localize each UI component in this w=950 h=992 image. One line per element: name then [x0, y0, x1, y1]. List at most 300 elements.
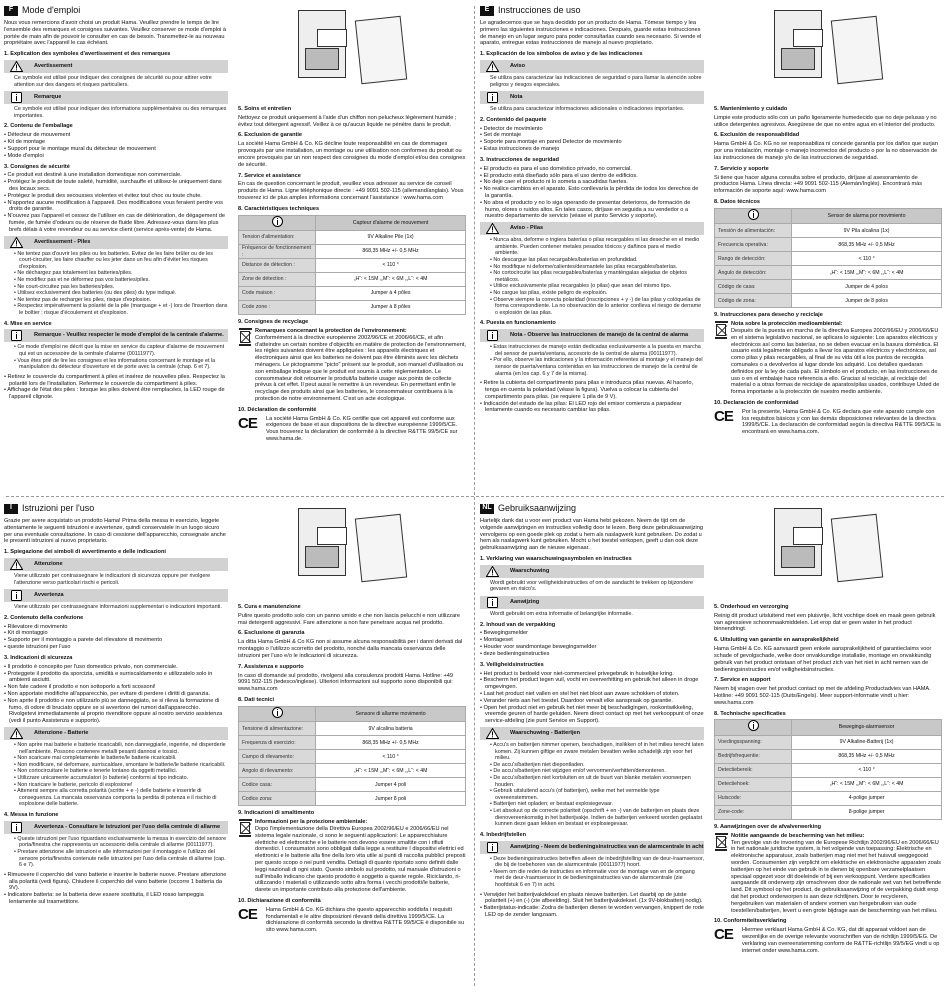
- conformity-text: Por la presente, Hama GmbH & Co. KG declara que este aparato cumple con los requisitos básicos y con las demás disposiciones relevantes de la directiva 1999/5/CE. La declaración de conformidad según la directiva R&TTE 99/5/CE la encontrará en www.hama.com.: [742, 408, 941, 436]
- heading-specs: 8. Caractéristiques techniques: [238, 205, 320, 212]
- heading-service: 7. Service en support: [714, 677, 771, 684]
- heading-warranty: 6. Uitsluiting van garantie en aansprakelijkheid: [714, 637, 839, 644]
- language-badge: F: [4, 6, 18, 16]
- bullet: •: [480, 139, 484, 146]
- list-item-text: Indicación del estado de las pilas: El LED rojo del emisor comienza a parpadear lentamente cuando es necesario cambiar las pilas.: [483, 400, 682, 414]
- list-item-text: Kit di montaggio: [7, 630, 48, 637]
- bullet: •: [480, 400, 484, 407]
- safety-list: [4, 664, 228, 725]
- safety-list: [480, 166, 704, 221]
- service-text: Neem bij vragen over het product contact op met de afdeling Productadvies van HAMA. Hotline: +49 9091 502-115 (Duits/Engels). Meer support-informatie vindt u hier: www.hama.com: [714, 686, 931, 706]
- list-item: [490, 788, 704, 801]
- warning-box: [4, 558, 228, 571]
- bullet: •: [480, 891, 484, 898]
- list-item-text: Utilisez exclusivement des batteries (ou des piles) du type indiqué.: [17, 290, 177, 297]
- bullet: •: [4, 213, 8, 220]
- language-badge: E: [480, 6, 494, 16]
- disposal-block: [714, 321, 942, 396]
- list-item-text: Ne court-circuitez pas les batteries/piles.: [17, 283, 115, 290]
- spec-value: 9V alcalina batteria: [316, 722, 466, 736]
- spec-label: Codice zona:: [239, 792, 316, 806]
- specs-table-title: Sensore di allarme movimento: [316, 706, 466, 722]
- specs-table-header: [239, 706, 466, 722]
- disposal-block: [238, 819, 466, 894]
- intro-text: Hartelijk dank dat u voor een product van Hama hebt gekozen. Neem de tijd om de volgende aanwijzingen en instructies volledig door te lezen. Berg deze gebruiksaanwijzing vervolgens op een goede plek op zodat u hem als naslagwerk kunt gebruiken. Do zodat u hem als naslagwerk kunt gebruiken. Mocht u het toestel verkopen, geeft u dan ook deze gebruiksaanwijzing aan de nieuwe eigenaar.: [480, 518, 703, 552]
- spec-value: Jumper 8 poli: [316, 792, 466, 806]
- list-item: [14, 284, 228, 291]
- bullet: •: [490, 868, 494, 875]
- spec-value: 9V Alkaline-Batterij (1x): [792, 735, 942, 749]
- list-item: [490, 808, 704, 828]
- list-item: [490, 264, 704, 271]
- bullet: •: [480, 704, 484, 711]
- heading-package: 2. Inhoud van de verpakking: [480, 621, 556, 628]
- list-item-text: Neem om die reden de instructies en informatie voor de montage van en de omgang met de deur-/raamsensor in de bedieningsinstructies van de alarmcentrale (zie hoofdstuk 6 en 7) in acht.: [493, 868, 695, 888]
- spec-value: 4-polige jumper: [792, 791, 942, 805]
- heading-symbols: 1. Spiegazione dei simboli di avvertimento e delle indicazioni: [4, 549, 166, 556]
- note-box: [480, 91, 704, 104]
- specs-row: [239, 259, 466, 273]
- list-item: [14, 788, 228, 808]
- list-item: [480, 146, 704, 153]
- spec-value: Jumper de 8 polos: [792, 294, 942, 308]
- list-item-text: No realice cambios en el aparato. Esto conllevaría la pérdida de todos los derechos de la garantía.: [483, 186, 699, 199]
- specs-row: [715, 266, 942, 280]
- list-item-text: Non ricaricare le batterie, pericolo di esplosione!: [17, 781, 133, 788]
- list-item-text: Mode d'emploi: [7, 152, 44, 159]
- list-item: [490, 856, 704, 869]
- spec-value: < 110 °: [792, 763, 942, 777]
- list-item-text: Rilevatore di movimento: [7, 623, 68, 630]
- intro-text: Nous vous remercions d'avoir choisi un produit Hama. Veuillez prendre le temps de lire l'ensemble des remarques et consignes suivantes. Veuillez conserver ce mode d'emploi à portée de main afin de pouvoir le consulter en cas de besoin. Transmettez-le au nouveau propriétaire avec l'appareil le cas échéant.: [4, 20, 226, 47]
- list-item-text: Houder voor wandmontage bewegingsmelder: [483, 644, 597, 651]
- specs-row: [715, 749, 942, 763]
- specs-row: [715, 763, 942, 777]
- list-item-text: Retirez le couvercle du compartiment à piles et insérez de nouvelles piles. Respectez la polarité lors de l'installation. Refermez le couvercle du compartiment à piles.: [7, 373, 225, 387]
- section-header: [480, 5, 704, 16]
- section-header: [480, 503, 704, 514]
- battery-compartment: [317, 29, 347, 47]
- bullet: •: [4, 145, 8, 152]
- bullet: •: [14, 775, 18, 781]
- spec-label: Detectiehoek:: [715, 777, 792, 791]
- battery-compartment: [793, 527, 823, 545]
- list-item-text: Support pour le montage mural du détecteur de mouvement: [7, 145, 156, 152]
- spec-value: Jumper à 8 pôles: [316, 301, 466, 315]
- heading-warranty: 6. Esclusione di garanzia: [238, 630, 305, 637]
- list-item-text: De accu's/batterijen niet wijzigen en/of vervormen/verhitten/demonteren.: [493, 768, 666, 775]
- warning-triangle-icon: [484, 566, 500, 577]
- list-item: [4, 872, 228, 892]
- list-item-text: Non fate cadere il prodotto e non sottoporlo a forti scossoni!: [7, 684, 156, 691]
- warning-box: [480, 565, 704, 578]
- list-item-text: No modifique ni deforme/calientes/desmantele las pilas recargables/baterías.: [493, 263, 678, 270]
- disposal-text: Ten gevolge van de invoering van de Europese Richtlijn 2002/96/EU en 2006/66/EU in het nationale juridische system, is het volgende van toepassing: Elektrische en elektronische apparatuur, zoals batterijen mag niet met het huisvuil weggegooid worden. Consumenten zijn verplicht om elektrische en elektronische apparaten zoals batterijen op het einde van gebruik in te dienen bij openbare verzamelplaatsen speciaal opgezet voor dit doeleinde of bij een verkooppunt. Verdere specificaties aangaande dit onderwerp zijn omschreven door de nationale wet van het betreffende land. Dit symbool op het product, de gebruiksaanwijzing of de verpakking duidt erop dat het product onderworpen is aan deze richtlijnen. Door te recycleren, hergebruiken van materialen of andere vormen van hergebruiken van oude toestellen/batterijen, levert u een grote bijdrage aan de bescherming van het milieu.: [731, 839, 942, 914]
- list-item-text: Queste istruzioni per l'uso riguardano esclusivamente la messa in esercizio del sensore porta/finestra che rappresenta un accessorio della centrale di allarme (00111977).: [17, 835, 227, 849]
- note-icon: [484, 597, 500, 608]
- specs-row: [239, 231, 466, 245]
- bullet: •: [480, 132, 484, 139]
- heading-package: 2. Contenuto della confezione: [4, 614, 84, 621]
- sensor-lens: [781, 546, 815, 568]
- list-item-text: Rimuovere il coperchio del vano batterie e inserire le batterie nuove. Prestare attenzione alla polarità (vedi figura). Chiudere il coperchio del vano batterie (occorre 1 batteria da 9V).: [7, 871, 227, 892]
- battery-cover: [355, 16, 407, 84]
- bullet: •: [480, 690, 484, 697]
- list-item: [480, 186, 704, 200]
- bullet: •: [480, 146, 484, 153]
- sensor-lens: [305, 48, 339, 70]
- disposal-text: Conformément à la directive européenne 2002/96/CE et 2006/66/CE, et afin d'atteindre un certain nombre d'objectifs en matière de protection de l'environnement, les règles suivantes doivent être appliquées : les appareils électriques et électroniques ainsi que les batteries ne doivent pas être éliminés avec les déchets ménagers. Le pictogramme "picto" présent sur le produit, son manuel d'utilisation ou son emballage indique que le produit est soumis à cette réglementation. Le consommateur doit retourner le produit/la batterie usager aux points de collecte prévus à cet effet. Il peut aussi le remettre à un revendeur. En permettant enfin le recyclage des produits ainsi que les batteries, le consommateur contribuera à la protection de notre environnement. C'est un acte écologique.: [255, 334, 466, 403]
- heading-specs: 8. Dati tecnici: [238, 696, 275, 703]
- ce-mark-icon: CE: [714, 407, 733, 425]
- list-item: [4, 892, 228, 906]
- specs-table: [714, 719, 942, 820]
- warranty-text: La société Hama GmbH & Co. KG décline toute responsabilité en cas de dommages provoqués par une installation, un montage ou une utilisation non conformes du produit ou encore provoqués par un non respect des consignes du mode d'emploi et/ou des consignes de sécurité.: [238, 141, 466, 168]
- list-item: [14, 849, 228, 869]
- startup-note-box: [480, 841, 704, 854]
- left-column: [480, 502, 704, 919]
- warning-text: Wordt gebruikt voor veiligheidsinstructies of om de aandacht te trekken op bijzondere gevaren en risico's.: [490, 579, 694, 593]
- specs-row: [239, 301, 466, 315]
- disposal-subtitle: Nota sobre la protección medioambiental:: [731, 321, 843, 328]
- bullet: •: [4, 637, 8, 644]
- note-icon: [8, 590, 24, 601]
- list-item-text: No cargue las pilas, existe peligro de explosión.: [493, 289, 608, 296]
- bullet: •: [490, 357, 494, 364]
- bullet: •: [480, 670, 484, 677]
- list-item-text: Utilizzare unicamente accumulatori (o batterie) conformi al tipo indicato.: [17, 775, 189, 781]
- specs-table-title: Bewegings-alarmsensor: [792, 720, 942, 736]
- list-item-text: Open het product niet en gebruik het niet meer bij beschadigingen, rookontwikkeling, vreemde geuren of harde geluiden. Neem direct contact op met het verkooppunt of onze service-afdeling (zie punt Service en Support).: [483, 704, 704, 725]
- spec-value: 868,35 MHz +/- 0,5 MHz: [316, 245, 466, 259]
- battery-warning-box: [4, 727, 228, 740]
- heading-warranty: 6. Exclusión de responsabilidad: [714, 132, 800, 139]
- crossed-bin-icon: [238, 819, 252, 837]
- list-item: [14, 277, 228, 284]
- list-item-text: Accu's en batterijen nimmer openen, beschadigen, inslikken of in het milieu terecht laten komen. Zij kunnen giftige en zware metalen bevatten welke schadelijk zijn voor het milieu.: [493, 742, 704, 762]
- left-column: [4, 502, 228, 906]
- bullet: •: [14, 357, 18, 364]
- list-item: [480, 892, 704, 906]
- list-item-text: Bewegingsmelder: [483, 630, 528, 637]
- conformity-text: Hama GmbH & Co. KG dichiara che questo apparecchio soddisfa i requisiti fondamentali e le altre disposizioni rilevanti della direttiva 1999/5/CE. La dichiarazione di conformità secondo la direttiva R&TTE 99/5/CE è disponibile su sito www.hama.com.: [266, 906, 465, 934]
- heading-care: 5. Soins et entretien: [238, 106, 292, 112]
- heading-startup: 4. Inbedrijfstellen: [480, 831, 527, 838]
- warning-title: Avertissement: [34, 63, 73, 70]
- bullet: •: [490, 257, 494, 263]
- note-icon: [715, 208, 792, 224]
- list-item-text: Ne déchargez pas totalement les batteries/piles.: [17, 270, 133, 277]
- list-item-text: Gebruik uitsluitend accu's (of batterijen), welke met het vermelde type overeenstemmen.: [493, 788, 660, 801]
- bullet: •: [4, 179, 8, 186]
- bullet: •: [4, 172, 8, 179]
- bullet: •: [4, 670, 8, 677]
- bullet: •: [14, 835, 18, 842]
- quadrant-dutch: [480, 502, 946, 990]
- device-illustration: [764, 4, 904, 100]
- warning-box: [480, 60, 704, 73]
- list-item: [490, 768, 704, 775]
- spec-label: Distance de détection :: [239, 259, 316, 273]
- bullet: •: [490, 788, 494, 795]
- list-item: [490, 297, 704, 317]
- list-item: [14, 344, 228, 357]
- list-item: [480, 705, 704, 725]
- specs-table: [714, 208, 942, 309]
- list-item: [4, 193, 228, 200]
- bullet: •: [480, 905, 484, 912]
- warning-triangle-icon: [8, 237, 24, 248]
- spec-label: Code maison :: [239, 287, 316, 301]
- warning-title: Attenzione: [34, 561, 63, 568]
- bullet: •: [480, 179, 484, 186]
- bullet: •: [4, 871, 8, 878]
- bullet: •: [490, 270, 494, 277]
- safety-list: [4, 172, 228, 233]
- disposal-subtitle: Informazioni per la protezione ambientale:: [255, 819, 368, 826]
- list-item: [4, 637, 228, 644]
- left-column: [4, 4, 228, 401]
- heading-service: 7. Service et assistance: [238, 172, 301, 179]
- list-item: [480, 166, 704, 173]
- heading-safety: 3. Instrucciones de seguridad: [480, 156, 559, 163]
- specs-row: [715, 238, 942, 252]
- bullet: •: [14, 788, 18, 795]
- startup-steps: [4, 374, 228, 401]
- list-item: [14, 251, 228, 271]
- bullet: •: [14, 742, 18, 749]
- heading-safety: 3. Consignes de sécurité: [4, 163, 70, 170]
- battery-warning-title: Attenzione - Batterie: [34, 730, 89, 737]
- manual-title: Instrucciones de uso: [498, 5, 581, 16]
- warning-triangle-icon: [8, 559, 24, 570]
- list-item-text: Estas instrucciones de manejo: [483, 146, 560, 153]
- bullet: •: [14, 848, 18, 855]
- list-item: [4, 387, 228, 401]
- conformity-text: Hiermee verklaart Hama GmbH & Co. KG, dat dit apparaat voldoet aan de wezenlijke en de overige relevante voorschriften van de richtlijn 1999/5/EG. De verklaring van overeenstemming conform de R&TTE-richtlijn 99/5/EG vindt u op internet onder www.hama.com.: [742, 927, 940, 954]
- crossed-bin-icon: [714, 321, 728, 339]
- list-item: [14, 358, 228, 371]
- heading-conformity: 10. Déclaration de conformité: [238, 406, 317, 413]
- heading-symbols: 1. Verklaring van waarschuwingssymbolen en instructies: [480, 556, 632, 563]
- spec-label: Codice casa:: [239, 778, 316, 792]
- list-item-text: Prestare attenzione alle istruzioni e alle informazioni per il montaggio e l'utilizzo del sensore porta/finestra contenute nelle istruzioni per l'uso della centrale di allarme (cap. 6 e 7).: [17, 848, 226, 869]
- specs-row: [715, 294, 942, 308]
- battery-warning-box: [4, 236, 228, 249]
- note-title: Nota: [510, 94, 523, 101]
- warning-triangle-icon: [8, 728, 24, 739]
- list-item-text: Ce mode d'emploi ne décrit que la mise en service du capteur d'alarme de mouvement qui est un accessoire de la centrale d'alarme (00111977).: [17, 344, 225, 357]
- bullet: •: [490, 807, 494, 814]
- note-text: Se utiliza para caracterizar informaciones adicionales o indicaciones importantes.: [490, 106, 685, 113]
- list-item: [480, 671, 704, 678]
- package-list: [4, 624, 228, 651]
- conformity-block: [238, 907, 466, 934]
- warning-title: Aviso: [510, 63, 526, 70]
- list-item-text: El producto es para el uso doméstico privado, no comercial.: [483, 165, 632, 172]
- bullet: •: [14, 296, 18, 303]
- list-item-text: Nunca abra, deforme o ingiera baterías o pilas recargables ni las deseche en el medio ambiente. Pueden contener metales pesados tóxicos y dañinos para el medio ambiente.: [493, 237, 700, 257]
- warning-triangle-icon: [484, 61, 500, 72]
- list-item-text: Ne tentez pas de recharger les piles, risque d'explosion.: [17, 296, 152, 303]
- manual-title: Istruzioni per l'uso: [22, 503, 95, 514]
- list-item-text: De accu's/batterijen niet diepontladen.: [493, 761, 585, 768]
- specs-row: [715, 280, 942, 294]
- specs-table-title: Capteur d'alarme de mouvement: [316, 215, 466, 231]
- bullet: •: [490, 289, 494, 296]
- warranty-text: Hama GmbH & Co. KG aanvaardt geen enkele aansprakelijkheid of garantieclaims voor schade of gevolgschade, welke door onvakkundige installatie, montage en onvakkundig gebruik van het product ontstaan of het product zich van het niet in acht nemen van de bedieningsinstructies en/of veiligheidsinstructies.: [714, 646, 932, 673]
- disposal-subtitle: Notitie aangaande de bescherming van het milieu:: [731, 832, 865, 839]
- bullet: •: [480, 199, 484, 206]
- list-item-text: Non scaricare mai completamente le batterie/le batterie ricaricabili.: [17, 755, 177, 762]
- list-item-text: Proteggete il prodotto da sporcizia, umidità e surriscaldamento e utilizzatelo solo in ambienti asciutti.: [7, 670, 213, 684]
- right-column: [238, 502, 466, 934]
- specs-row: [239, 287, 466, 301]
- list-item: [490, 270, 704, 283]
- specs-row: [715, 805, 942, 819]
- specs-row: [239, 778, 466, 792]
- spec-label: Code zone :: [239, 301, 316, 315]
- list-item: [4, 644, 228, 651]
- specs-row: [239, 273, 466, 287]
- list-item-text: Protégez le produit des secousses violentes et évitez tout choc ou toute chute.: [7, 192, 202, 199]
- list-item: [4, 132, 228, 139]
- bullet: •: [490, 855, 494, 862]
- service-text: En cas de question concernant le produit, veuillez vous adresser au service de conseil produits de Hama. Ligne téléphonique directe : +49 9091 502-115 (allemand/anglais). Vous trouverez ici de plus amples informations concernant l'assistance : www.hama.com: [238, 181, 464, 201]
- package-list: [480, 126, 704, 153]
- service-text: In caso di domande sul prodotto, rivolgersi alla consulenza prodotti Hama. Hotline: +49 9091 502-115 (tedesco/inglese). Ulteriori informazioni sul supporto sono disponibili qui: www.hama.com: [238, 672, 454, 693]
- battery-warning-box: [480, 222, 704, 235]
- list-item-text: Estas instrucciones de manejo están dedicadas exclusivamente a la puesta en marcha del sensor de puerta/ventana, accesorio de la central de alarma (00111977).: [493, 344, 701, 357]
- note-icon: [239, 706, 316, 722]
- list-item: [14, 836, 228, 849]
- bullet: •: [490, 775, 494, 781]
- specs-row: [239, 736, 466, 750]
- right-column: [238, 4, 466, 443]
- note-title: Remarque: [34, 94, 62, 101]
- list-item: [480, 644, 704, 651]
- spec-value: 868,35 MHz +/- 0,5 MHz: [792, 238, 942, 252]
- heading-package: 2. Contenu de l'emballage: [4, 123, 73, 130]
- note-icon: [239, 215, 316, 231]
- list-item: [4, 153, 228, 160]
- specs-row: [715, 224, 942, 238]
- warning-triangle-icon: [484, 728, 500, 739]
- note-icon: [8, 822, 24, 833]
- note-icon: [8, 330, 24, 341]
- horizontal-divider: [6, 496, 944, 497]
- bullet: •: [4, 199, 8, 206]
- list-item: [490, 869, 704, 889]
- list-item: [4, 213, 228, 233]
- device-illustration: [288, 502, 428, 598]
- quadrant-french: [4, 4, 470, 492]
- spec-value: Jumper à 4 pôles: [316, 287, 466, 301]
- note-icon: [484, 92, 500, 103]
- startup-note-list: [4, 344, 228, 370]
- list-item-text: Set de montaje: [483, 132, 522, 139]
- bullet: •: [480, 644, 484, 651]
- bullet: •: [490, 263, 494, 270]
- list-item-text: Let absoluut op de correcte polariteit (opschrift + en -) van de batterijen en plaats deze dienovereenkomstig in het batterijvakje. Indien de batterijen verkeerd worden geplaatst kunnen deze gaan lekken en bestaat er explosiegevaar.: [493, 807, 703, 828]
- battery-warning-list: [4, 251, 228, 317]
- list-item-text: Respectez impérativement la polarité de la pile (marquage + et -) lors de l'insertion dans le boîtier ; risque d'écoulement et d'explosion.: [17, 303, 228, 316]
- heading-care: 5. Cura e manutenzione: [238, 604, 301, 610]
- startup-note-box: [4, 821, 228, 834]
- crossed-bin-icon: [238, 328, 252, 346]
- list-item: [4, 691, 228, 698]
- bullet: •: [4, 152, 8, 159]
- warranty-text: La ditta Hama GmbH & Co KG non si assume alcuna responsabilità per i danni derivati dal montaggio o l'utilizzo scorretto del prodotto, nonché dalla mancata osservanza delle istruzioni per l'uso e/o le indicazioni di sicurezza.: [238, 639, 463, 659]
- bullet: •: [4, 630, 8, 637]
- disposal-text: Dopo l'implementazione della Direttiva Europea 2002/96/EU e 2006/66/EU nel sistema legale nazionale, ci sono le seguenti applicazioni: Le apparecchiature elettriche ed elettroniche e le batterie non devono essere smaltite con i rifiuti domestici. I consumatori sono obbligati dalla legge a restituire I dispositivi elettrici ed elettronici e le batterie alla fine della loro vita utile ai punti di raccolta pubblici preposti per questo scopo o nei punti vendita. Dettagli di quanto riportato sono definiti dalle leggi nazionali di ogni stato. Questo simbolo sul prodotto, sul manuale d'istruzioni o sull'imballo indicano che questo prodotto è soggetto a queste regole. Riciclando, ri-utilizzando i materiali o utilizzando sotto altra forma i vecchi prodotti/le batterie, darete un importante contributo alla protezione dell'ambiente.: [255, 825, 466, 894]
- crossed-bin-icon: [714, 833, 728, 851]
- list-item: [490, 290, 704, 297]
- ce-mark-icon: CE: [238, 414, 257, 432]
- heading-startup: 4. Mise en service: [4, 320, 52, 327]
- list-item-text: Verwijder het batterijvakdeksel en plaats nieuwe batterijen. Let daarbij op de juiste polariteit (+) en (-) (zie afbeelding). Sluit het batterijvakdeksel. (1x 9V-blokbatterij nodig).: [483, 891, 703, 905]
- list-item: [4, 179, 228, 193]
- specs-row: [239, 750, 466, 764]
- list-item: [480, 132, 704, 139]
- spec-label: Tensión de alimentación:: [715, 224, 792, 238]
- specs-table-header: [715, 208, 942, 224]
- note-title: Avvertenza: [34, 592, 64, 599]
- list-item-text: No descargue las pilas recargables/baterías en profundidad.: [493, 257, 638, 263]
- list-item-text: Non aprire mai batterie e batterie ricaricabili, non danneggiarle, ingerirle, né disperderle nell'ambiente. Possono contenere metalli pesanti dannosi e tossici.: [17, 742, 226, 755]
- list-item: [14, 768, 228, 775]
- specs-table: [238, 706, 466, 807]
- specs-row: [715, 252, 942, 266]
- startup-note-box: [480, 329, 704, 342]
- list-item: [480, 380, 704, 400]
- list-item: [480, 651, 704, 658]
- list-item-text: Non aprite il prodotto e non utilizzarlo più se danneggiato, se si rileva la formazione di fumo, di odore di bruciato oppure se si avvertono dei rumori dall'apparecchio. Rivolgetevi immediatamente al proprio rivenditore oppure al nostro servizio assistenza (vedi il punto Assistenza e supporto).: [7, 697, 223, 725]
- spec-label: Frequenza di esercizio:: [239, 736, 316, 750]
- disposal-content: [731, 833, 942, 915]
- spec-label: Tensione di alimentazione:: [239, 722, 316, 736]
- battery-cover: [831, 514, 883, 582]
- bullet: •: [4, 684, 8, 691]
- heading-package: 2. Contenido del paquete: [480, 116, 547, 123]
- spec-label: Angolo di rilevamento:: [239, 764, 316, 778]
- disposal-content: [255, 328, 466, 403]
- list-item-text: No cortocircuite las pilas recargables/baterías y manténgalas alejadas de objetos metálicos.: [493, 270, 687, 283]
- warning-triangle-icon: [484, 223, 500, 234]
- list-item: [480, 139, 704, 146]
- bullet: •: [490, 296, 494, 303]
- list-item-text: Laat het product niet vallen en stel het niet bloot aan zware schokken of stoten.: [483, 690, 680, 697]
- spec-value: 868,35 MHz +/- 0,5 MHz: [792, 749, 942, 763]
- list-item-text: Montageset: [483, 637, 513, 644]
- heading-symbols: 1. Explicación de los símbolos de aviso y de las indicaciones: [480, 51, 643, 58]
- disposal-block: [714, 833, 942, 915]
- list-item-text: N'apportez aucune modification à l'appareil. Des modifications vous feraient perdre vos droits de garantie.: [7, 199, 223, 213]
- spec-label: Zone de détection :: [239, 273, 316, 287]
- list-item: [4, 630, 228, 637]
- list-item: [480, 698, 704, 705]
- bullet: •: [480, 380, 484, 387]
- list-item-text: Utilice exclusivamente pilas recargables (o pilas) que sean del mismo tipo.: [493, 283, 672, 290]
- bullet: •: [4, 192, 8, 199]
- list-item-text: Supporto per il montaggio a parete del rilevatore di movimento: [7, 637, 163, 644]
- conformity-block: [714, 927, 942, 954]
- list-item: [14, 290, 228, 297]
- heading-safety: 3. Indicazioni di sicurezza: [4, 654, 73, 661]
- list-item: [4, 146, 228, 153]
- conformity-block: [238, 416, 466, 443]
- list-item-text: Non cortocircuitare le batterie e tenerle lontano da oggetti metallici.: [17, 768, 178, 775]
